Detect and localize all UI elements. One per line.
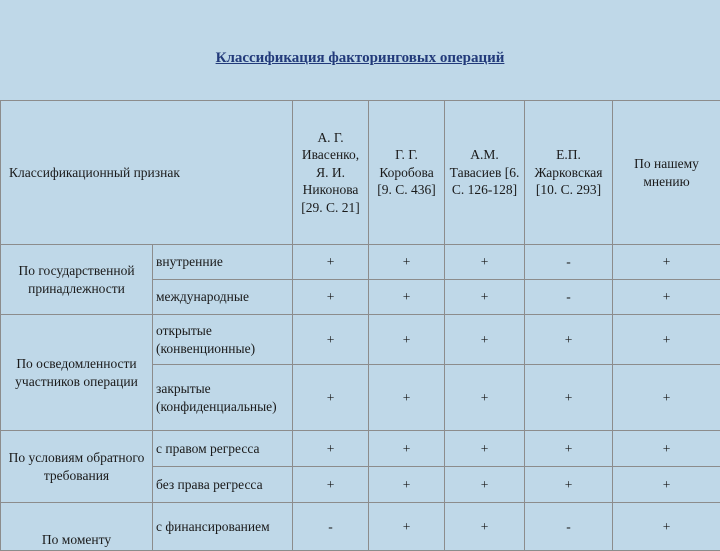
mark-cell: + <box>445 503 525 551</box>
page-title: Классификация факторинговых операций <box>0 50 720 67</box>
row-type: с правом регресса <box>153 431 293 467</box>
table-row <box>1 315 720 365</box>
header-author: А.М. Тавасиев [6. С. 126-128] <box>445 101 525 245</box>
mark-cell: + <box>369 315 445 365</box>
mark-cell: + <box>613 315 720 365</box>
group-criterion: По осведомленности участников операции <box>1 315 153 431</box>
mark-cell: + <box>613 280 720 315</box>
mark-cell: + <box>613 503 720 551</box>
row-type: с финансированием <box>153 503 293 551</box>
mark-cell: + <box>613 431 720 467</box>
mark-cell: + <box>445 365 525 431</box>
mark-cell: + <box>293 280 369 315</box>
mark-cell: + <box>293 365 369 431</box>
table-row <box>1 503 720 551</box>
mark-cell: + <box>369 245 445 280</box>
row-type: без права регресса <box>153 467 293 503</box>
mark-cell: + <box>525 315 613 365</box>
mark-cell: - <box>525 503 613 551</box>
mark-cell: + <box>369 280 445 315</box>
mark-cell: + <box>613 245 720 280</box>
group-criterion: По моменту <box>1 503 153 551</box>
mark-cell: + <box>369 431 445 467</box>
mark-cell: + <box>293 245 369 280</box>
header-row <box>1 101 720 245</box>
row-type: международные <box>153 280 293 315</box>
mark-cell: - <box>525 280 613 315</box>
mark-cell: + <box>445 315 525 365</box>
mark-cell: + <box>445 467 525 503</box>
header-author: А. Г. Ивасенко, Я. И. Никонова [29. С. 21] <box>293 101 369 245</box>
header-criterion: Классификационный признак <box>1 101 293 245</box>
row-type: закрытые (конфиденциальные) <box>153 365 293 431</box>
table-row <box>1 245 720 280</box>
mark-cell: + <box>613 365 720 431</box>
classification-table <box>0 100 720 551</box>
group-criterion: По государственной принадлежности <box>1 245 153 315</box>
mark-cell: + <box>293 431 369 467</box>
mark-cell: + <box>613 467 720 503</box>
mark-cell: + <box>293 315 369 365</box>
mark-cell: + <box>445 431 525 467</box>
mark-cell: - <box>293 503 369 551</box>
mark-cell: + <box>445 245 525 280</box>
row-type: внутренние <box>153 245 293 280</box>
mark-cell: + <box>293 467 369 503</box>
mark-cell: + <box>525 431 613 467</box>
mark-cell: + <box>525 365 613 431</box>
mark-cell: - <box>525 245 613 280</box>
mark-cell: + <box>369 467 445 503</box>
mark-cell: + <box>525 467 613 503</box>
table-row <box>1 431 720 467</box>
header-author: Е.П. Жарковская [10. С. 293] <box>525 101 613 245</box>
group-criterion: По условиям обратного требования <box>1 431 153 503</box>
mark-cell: + <box>369 365 445 431</box>
mark-cell: + <box>445 280 525 315</box>
row-type: открытые (конвенционные) <box>153 315 293 365</box>
header-author: По нашему мнению <box>613 101 720 245</box>
mark-cell: + <box>369 503 445 551</box>
header-author: Г. Г. Коробова [9. С. 436] <box>369 101 445 245</box>
